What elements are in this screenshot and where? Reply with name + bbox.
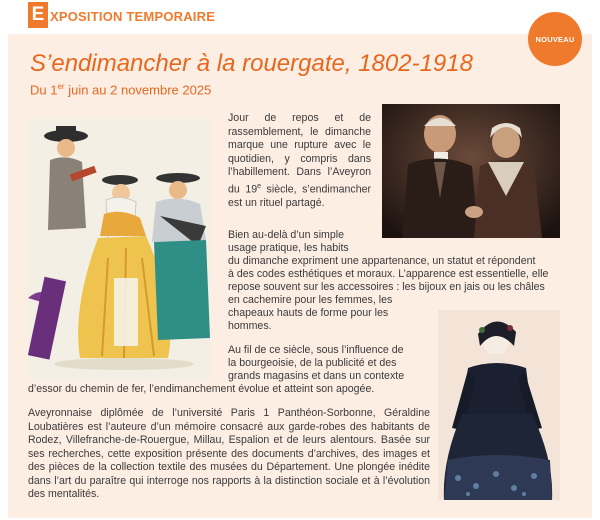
couple-photograph <box>382 104 560 238</box>
paragraph-2-line-5: repose souvent sur les accessoires : les bijoux en jais ou les châles <box>228 281 545 293</box>
dancers-illustration <box>28 118 210 380</box>
header-initial-box <box>28 2 48 28</box>
new-badge <box>528 12 582 66</box>
dancers-illustration-art <box>28 118 210 380</box>
exhibition-dates: Du 1er juin au 2 novembre 2025 <box>30 82 212 98</box>
header-initial: E <box>31 4 45 25</box>
paragraph-4: Aveyronnaise diplômée de l’université Paris 1 Panthéon-Sorbonne, Géraldine Loubatières est l’auteure d’un mémoire consacré aux garde-robes des habitants de Rodez, Villefranche-de-Rouergue, Millau, Espalion et de leurs alentours. Basée sur ses recherches, cette exposition présente des documents d’archives, des images et des pièces de la collection textile des musées du Département. Une plongée inédite dans l’art du paraître qui interroge nos rapports à la distinction sociale et à l’évolution des mentalités. <box>28 407 430 500</box>
intro-paragraph: Jour de repos et de rassemblement, le dimanche marque une rupture avec le quotidien, y compris dans l’habillement. Dans l’Aveyron du 19e siècle, s’endimancher est un rituel partagé. <box>228 112 372 209</box>
paragraph-2-line-3: du dimanche expriment une appartenance, un statut et répondent <box>228 255 536 267</box>
paragraph-2-line-2: usage pratique, les habits <box>228 242 349 254</box>
paragraph-2-line-8: hommes. <box>228 320 272 332</box>
section-label: XPOSITION TEMPORAIRE <box>50 9 216 24</box>
paragraph-2-line-7: chapeaux hauts de forme pour les <box>228 307 389 319</box>
couple-photograph-art <box>382 104 560 238</box>
paragraph-3-line-4: d’essor du chemin de fer, l’endimanchement évolue et atteint son apogée. <box>28 383 375 395</box>
dress-photograph-art <box>438 310 560 500</box>
paragraph-2-line-1: Bien au-delà d’un simple <box>228 229 345 241</box>
new-badge-label: NOUVEAU <box>535 34 575 44</box>
article-title: S’endimancher à la rouergate, 1802-1918 <box>30 50 473 77</box>
paragraph-3-line-1: Au fil de ce siècle, sous l’influence de <box>228 344 404 356</box>
dress-photograph <box>438 310 560 500</box>
paragraph-3-line-3: grands magasins et dans un contexte <box>228 370 405 382</box>
paragraph-2-line-6: en cachemire pour les femmes, les <box>228 294 393 306</box>
paragraph-3-line-2: la bourgeoisie, de la publicité et des <box>228 357 397 369</box>
paragraph-2-line-4: à des codes esthétiques et moraux. L’apparence est essentielle, elle <box>228 268 549 280</box>
